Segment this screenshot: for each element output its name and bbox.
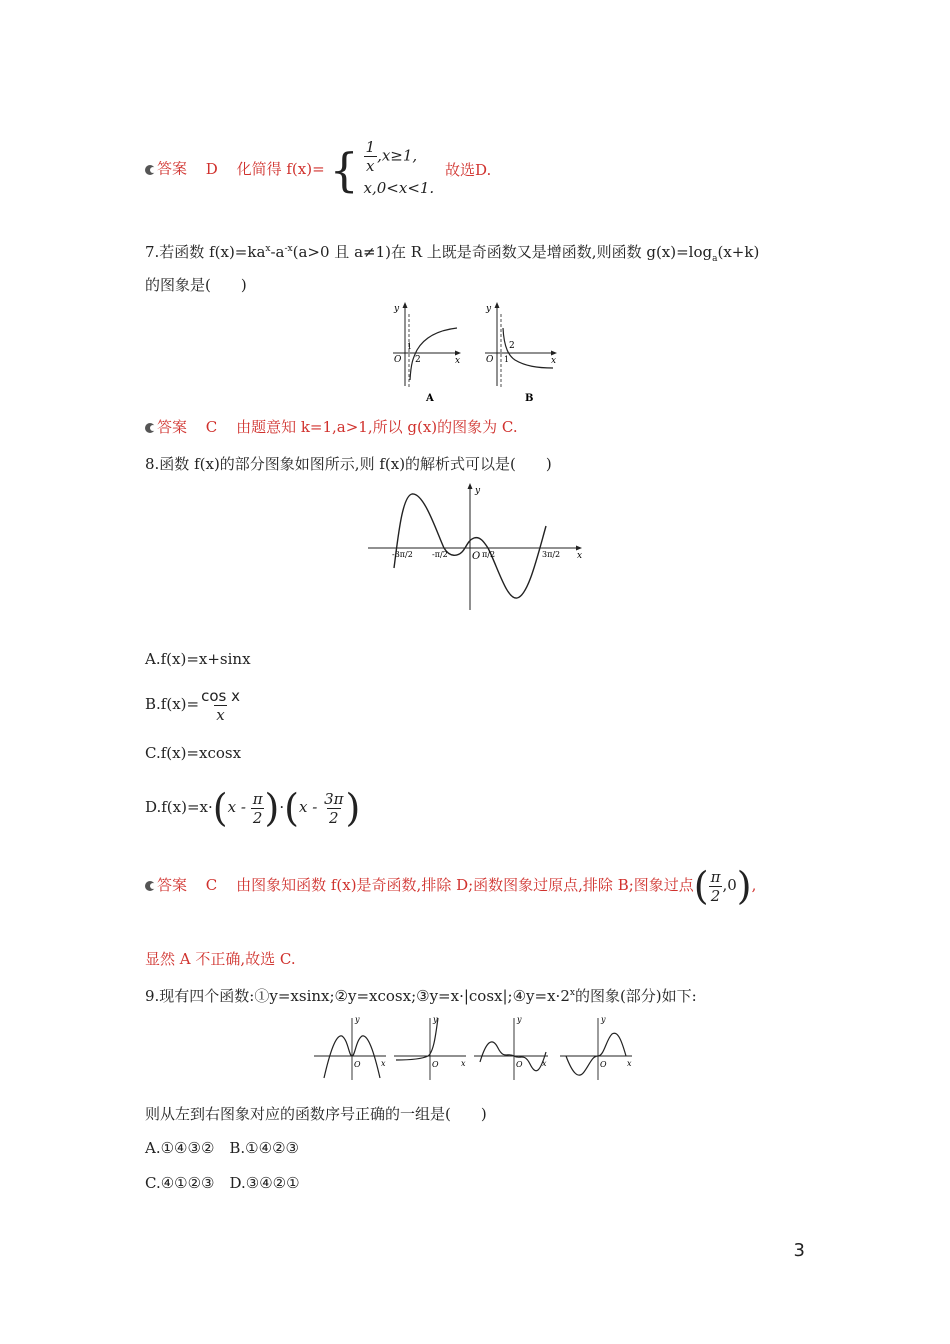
q9-options-cd: C.④①②③ D.③④②① bbox=[145, 1174, 300, 1192]
q9-graphs bbox=[310, 1012, 640, 1084]
svg-text:x: x bbox=[381, 1059, 386, 1068]
tick-neg-3pi-2: -3π/2 bbox=[392, 550, 413, 559]
svg-text:O: O bbox=[600, 1060, 607, 1069]
svg-text:O: O bbox=[472, 551, 481, 562]
q8-stem: 8.函数 f(x)的部分图象如图所示,则 f(x)的解析式可以是( ) bbox=[145, 455, 552, 473]
q8-graph bbox=[362, 478, 590, 614]
answer-icon bbox=[145, 881, 155, 891]
q8-option-c: C.f(x)=xcosx bbox=[145, 744, 242, 762]
svg-text:y: y bbox=[433, 1015, 438, 1024]
q7-graph-b bbox=[485, 302, 557, 404]
svg-text:1: 1 bbox=[504, 355, 510, 364]
svg-text:y: y bbox=[486, 304, 492, 314]
tick-pi-2: π/2 bbox=[482, 550, 496, 559]
svg-text:x: x bbox=[551, 356, 557, 366]
svg-text:x: x bbox=[455, 356, 461, 366]
answer-icon bbox=[145, 423, 155, 433]
q8-option-d: D.f(x)=x·(x - $\frac{\pi}{2}$ )·(x - $\frac{3\pi}{2}$ ) bbox=[145, 786, 361, 830]
svg-text:2: 2 bbox=[415, 355, 421, 365]
q8-answer: 答案 C 由图象知函数 f(x)是奇函数,排除 D;函数图象过原点,排除 B;图象过点( $\frac{\pi}{2}$ ,0), bbox=[145, 862, 756, 908]
svg-text:y: y bbox=[517, 1015, 522, 1024]
svg-text:O: O bbox=[394, 355, 402, 365]
q6-answer: 答案 D 化简得 f(x)= { $\frac{1}{x}$ ,x≥1, x,0<x<1. 故选D. bbox=[145, 138, 491, 214]
q9-graph-2 bbox=[394, 1015, 466, 1080]
answer-icon bbox=[145, 165, 155, 175]
svg-text:O: O bbox=[354, 1060, 361, 1069]
q9-options-ab: A.①④③② B.①④②③ bbox=[145, 1139, 299, 1157]
svg-text:x: x bbox=[577, 551, 583, 561]
svg-text:A: A bbox=[426, 393, 434, 404]
q7-stem: 7.若函数 $f(x)=ka^x-a^{-x}(a>0$ 且 a≠1)在 R 上既是奇函数又是增函数,则函数 $g(x)=\log_a(x+k)$ bbox=[145, 243, 760, 264]
q7-stem-line2: 的图象是( ) bbox=[145, 276, 247, 294]
svg-text:x: x bbox=[461, 1059, 466, 1068]
svg-text:O: O bbox=[516, 1060, 523, 1069]
svg-text:y: y bbox=[355, 1015, 360, 1024]
svg-text:O: O bbox=[486, 355, 494, 365]
q8-answer-line2: 显然 A 不正确,故选 C. bbox=[145, 950, 296, 968]
svg-text:y: y bbox=[475, 486, 481, 496]
left-brace: { bbox=[329, 142, 359, 197]
q9-graph-1 bbox=[314, 1015, 386, 1080]
q9-graph-4 bbox=[560, 1015, 632, 1080]
svg-text:2: 2 bbox=[509, 341, 515, 351]
q8-option-a: A.f(x)=x+sinx bbox=[145, 650, 251, 668]
q8-option-b: B.f(x)= $\frac{\text{cos x}}{x}$ bbox=[145, 686, 240, 724]
svg-text:B: B bbox=[525, 393, 534, 404]
page-number: 3 bbox=[793, 1240, 805, 1261]
tick-neg-pi-2: -π/2 bbox=[432, 550, 448, 559]
q7-graph-a bbox=[393, 302, 461, 404]
q9-graph-3 bbox=[474, 1015, 548, 1080]
svg-text:y: y bbox=[394, 304, 400, 314]
q7-answer: 答案 C 由题意知 k=1,a>1,所以 g(x)的图象为 C. bbox=[145, 416, 518, 438]
svg-text:y: y bbox=[601, 1015, 606, 1024]
svg-text:O: O bbox=[432, 1060, 439, 1069]
svg-text:x: x bbox=[627, 1059, 632, 1068]
q9-question: 则从左到右图象对应的函数序号正确的一组是( ) bbox=[145, 1105, 487, 1123]
q6-piecewise: { $\frac{1}{x}$ ,x≥1, x,0<x<1. bbox=[329, 138, 435, 197]
q7-graphs bbox=[385, 298, 575, 408]
svg-text:1: 1 bbox=[407, 342, 413, 351]
svg-text:x: x bbox=[542, 1059, 547, 1068]
q9-stem: 9.现有四个函数$:①y=xsinx;②y=xcosx;③y=x\cdot|\cos x|;④y=x\cdot 2^x$的图象(部分)如下: bbox=[145, 987, 697, 1005]
tick-3pi-2: 3π/2 bbox=[542, 550, 561, 559]
